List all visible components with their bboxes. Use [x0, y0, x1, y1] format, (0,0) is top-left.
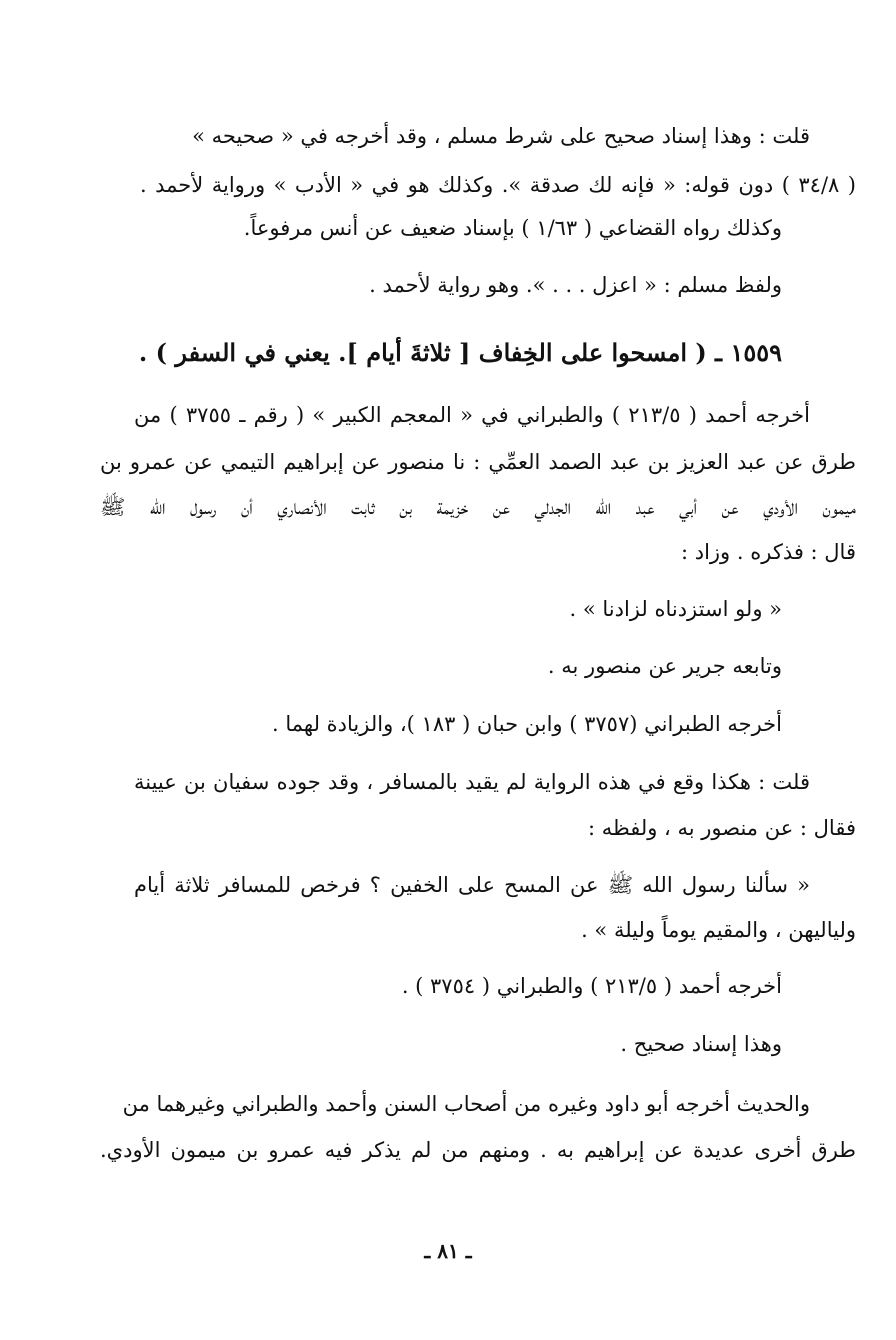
text-line: وكذلك رواه القضاعي ( ١/٦٣ ) بإسناد ضعيف عن أنس مرفوعاً.	[243, 216, 782, 240]
text-line: فقال : عن منصور به ، ولفظه :	[587, 816, 856, 840]
text-line: ولفظ مسلم : « اعزل . . . ». وهو رواية لأحمد .	[369, 273, 782, 297]
text-line: قلت : هكذا وقع في هذه الرواية لم يقيد بالمسافر ، وقد جوده سفيان بن عيينة	[134, 770, 810, 794]
text-line: ميمون الأودي عن أبي عبد الله الجدلي عن خزيمة بن ثابت الأنصاري أن رسول الله ﷺ	[100, 495, 856, 519]
text-line: أخرجه الطبراني (٣٧٥٧ ) وابن حبان ( ١٨٣ )، والزيادة لهما .	[272, 712, 782, 736]
text-line: قلت : وهذا إسناد صحيح على شرط مسلم ، وقد أخرجه في « صحيحه »	[192, 124, 810, 148]
text-line: « ولو استزدناه لزادنا » .	[569, 597, 782, 621]
text-line: وتابعه جرير عن منصور به .	[547, 654, 782, 678]
text-line: ولياليهن ، والمقيم يوماً وليلة » .	[581, 918, 856, 942]
page-number: ـ ٨١ ـ	[424, 1239, 472, 1263]
text-line: وهذا إسناد صحيح .	[620, 1032, 782, 1056]
hadith-heading: ١٥٥٩ ـ ( امسحوا على الخِفاف [ ثلاثةَ أيام ]. يعني في السفر ) .	[138, 338, 782, 367]
text-line: أخرجه أحمد ( ٢١٣/٥ ) والطبراني ( ٣٧٥٤ ) .	[401, 974, 782, 998]
text-line: « سألنا رسول الله ﷺ عن المسح على الخفين ؟ فرخص للمسافر ثلاثة أيام	[134, 873, 810, 897]
text-line: طرق عن عبد العزيز بن عبد الصمد العمِّي : نا منصور عن إبراهيم التيمي عن عمرو بن	[100, 450, 856, 474]
text-line: ( ٣٤/٨ ) دون قوله: « فإنه لك صدقة ». وكذلك هو في « الأدب » ورواية لأحمد .	[140, 173, 856, 197]
text-line: طرق أخرى عديدة عن إبراهيم به . ومنهم من لم يذكر فيه عمرو بن ميمون الأودي.	[100, 1138, 856, 1162]
text-line: أخرجه أحمد ( ٢١٣/٥ ) والطبراني في « المعجم الكبير » ( رقم ـ ٣٧٥٥ ) من	[134, 403, 810, 427]
text-line: قال : فذكره . وزاد :	[680, 540, 856, 564]
text-line: والحديث أخرجه أبو داود وغيره من أصحاب السنن وأحمد والطبراني وغيرهما من	[122, 1092, 810, 1116]
